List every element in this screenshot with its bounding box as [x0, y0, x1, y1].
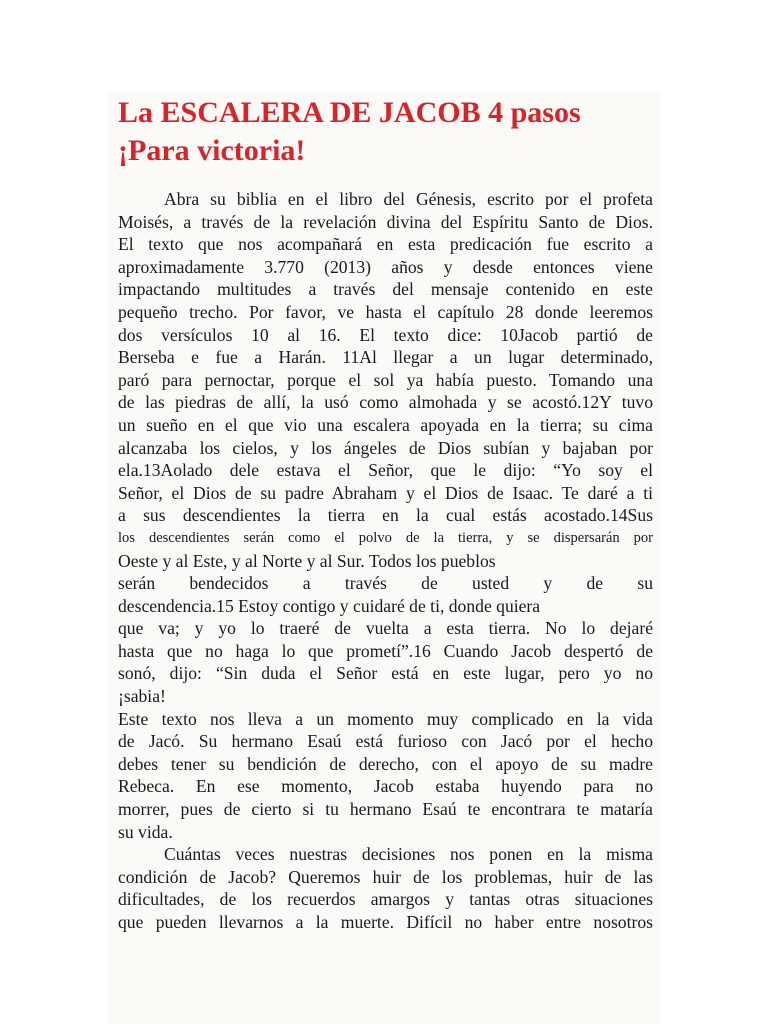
- body-line: ela.13Aolado dele estava el Señor, que le dijo: “Yo soy el: [118, 460, 653, 481]
- body-line: dos versículos 10 al 16. El texto dice: 10Jacob partió de: [118, 324, 653, 345]
- body-line: sonó, dijo: “Sin duda el Señor está en este lugar, pero yo no: [118, 663, 653, 684]
- body-line: Este texto nos lleva a un momento muy complicado en la vida: [118, 708, 653, 729]
- page-title: [118, 94, 658, 170]
- body-line: de las piedras de allí, la usó como almohada y se acostó.12Y tuvo: [118, 392, 653, 413]
- body-line: los descendientes serán como el polvo de la tierra, y se dispersarán por: [118, 529, 653, 546]
- body-line: Rebeca. En ese momento, Jacob estaba huyendo para no: [118, 776, 653, 797]
- body-line: hasta que no haga lo que prometí”.16 Cuando Jacob despertó de: [118, 640, 653, 661]
- body-line: que va; y yo lo traeré de vuelta a esta tierra. No lo dejaré: [118, 618, 653, 639]
- body-line: aproximadamente 3.770 (2013) años y desde entonces viene: [118, 256, 653, 277]
- title-line-2: ¡Para victoria!: [118, 134, 306, 167]
- title-line-1: La ESCALERA DE JACOB 4 pasos: [118, 96, 581, 129]
- body-line: paró para pernoctar, porque el sol ya había puesto. Tomando una: [118, 369, 653, 390]
- body-line: a sus descendientes la tierra en la cual estás acostado.14Sus: [118, 505, 653, 526]
- body-line: serán bendecidos a través de usted y de su: [118, 573, 653, 594]
- body-line: de Jacó. Su hermano Esaú está furioso con Jacó por el hecho: [118, 731, 653, 752]
- body-line: descendencia.15 Estoy contigo y cuidaré de ti, donde quiera: [118, 595, 541, 616]
- body-line: un sueño en el que vio una escalera apoyada en la tierra; su cima: [118, 414, 653, 435]
- body-line: dificultades, de los recuerdos amargos y tantas otras situaciones: [118, 889, 653, 910]
- body-line: ¡sabia!: [118, 686, 166, 707]
- body-line: impactando multitudes a través del mensaje contenido en este: [118, 279, 653, 300]
- body-line: alcanzaba los cielos, y los ángeles de Dios subían y bajaban por: [118, 437, 653, 458]
- body-line: Oeste y al Este, y al Norte y al Sur. Todos los pueblos: [118, 550, 496, 571]
- sermon-body: [118, 188, 653, 934]
- body-line: El texto que nos acompañará en esta predicación fue escrito a: [118, 234, 653, 255]
- body-line: Cuántas veces nuestras decisiones nos ponen en la misma: [164, 844, 653, 865]
- body-line: su vida.: [118, 821, 173, 842]
- body-line: Señor, el Dios de su padre Abraham y el Dios de Isaac. Te daré a ti: [118, 482, 653, 503]
- document-page: [108, 92, 660, 1024]
- body-line: que pueden llevarnos a la muerte. Difícil no haber entre nosotros: [118, 912, 653, 932]
- body-line: Moisés, a través de la revelación divina del Espíritu Santo de Dios.: [118, 211, 653, 232]
- body-line: pequeño trecho. Por favor, ve hasta el capítulo 28 donde leeremos: [118, 301, 653, 322]
- body-line: debes tener su bendición de derecho, con el apoyo de su madre: [118, 753, 653, 774]
- body-line: Abra su biblia en el libro del Génesis, escrito por el profeta: [164, 189, 653, 209]
- body-line: condición de Jacob? Queremos huir de los problemas, huir de las: [118, 866, 653, 887]
- body-line: Berseba e fue a Harán. 11Al llegar a un lugar determinado,: [118, 347, 653, 368]
- body-line: morrer, pues de cierto si tu hermano Esaú te encontrara te mataría: [118, 799, 653, 820]
